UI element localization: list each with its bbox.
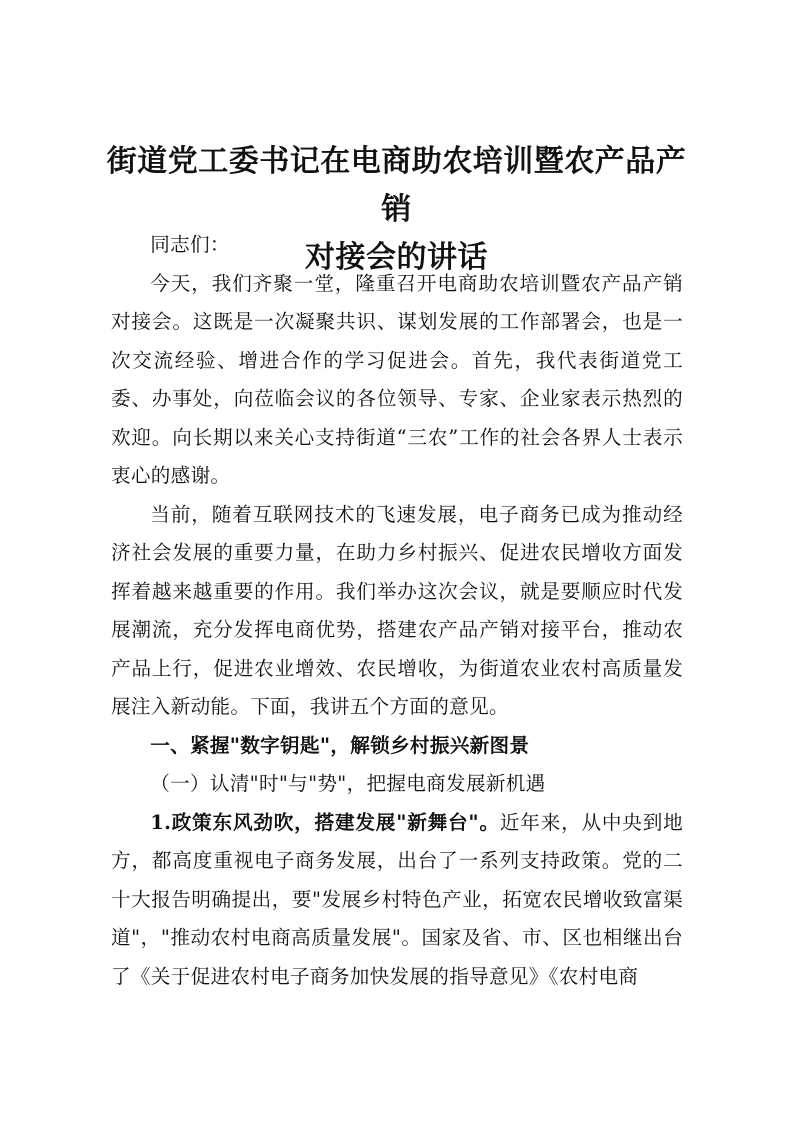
subsection-heading: （一）认清"时"与"势"，把握电商发展新机遇	[150, 772, 546, 795]
document-body	[111, 226, 683, 996]
title-line-1: 街道党工委书记在电商助农培训暨农产品产销	[106, 144, 687, 227]
title-line-2: 对接会的讲话	[305, 240, 488, 275]
salutation: 同志们：	[150, 233, 230, 256]
point-lead: 1.政策东风劲吹，搭建发展"新舞台"。	[150, 810, 500, 834]
paragraph-opening: 今天，我们齐聚一堂，隆重召开电商助农培训暨农产品产销对接会。这既是一次凝聚共识、谋划发展的工作部署会，也是一次交流经验、增进合作的学习促进会。首先，我代表街道党工委、办事处，向莅临会议的各位领导、专家、企业家表示热烈的欢迎。向长期以来关心支持街道“三农”工作的社会各界人士表示衷心的感谢。	[111, 271, 683, 487]
point-text: 近年来，从中央到地方，都高度重视电子商务发展，出台了一系列支持政策。党的二十大报告明确提出，要"发展乡村特色产业，拓宽农民增收致富渠道"，"推动农村电商高质量发展"。国家及省、市、区也相继出台了《关于促进农村电子商务加快发展的指导意见》《农村电商	[111, 810, 683, 988]
point-paragraph	[111, 804, 683, 997]
paragraph-context: 当前，随着互联网技术的飞速发展，电子商务已成为推动经济社会发展的重要力量，在助力乡村振兴、促进农民增收方面发挥着越来越重要的作用。我们举办这次会议，就是要顺应时代发展潮流，充分发挥电商优势，搭建农产品产销对接平台，推动农产品上行，促进农业增效、农民增收，为街道农业农村高质量发展注入新动能。下面，我讲五个方面的意见。	[111, 502, 683, 718]
section-heading: 一、紧握"数字钥匙"，解锁乡村振兴新图景	[150, 733, 530, 757]
